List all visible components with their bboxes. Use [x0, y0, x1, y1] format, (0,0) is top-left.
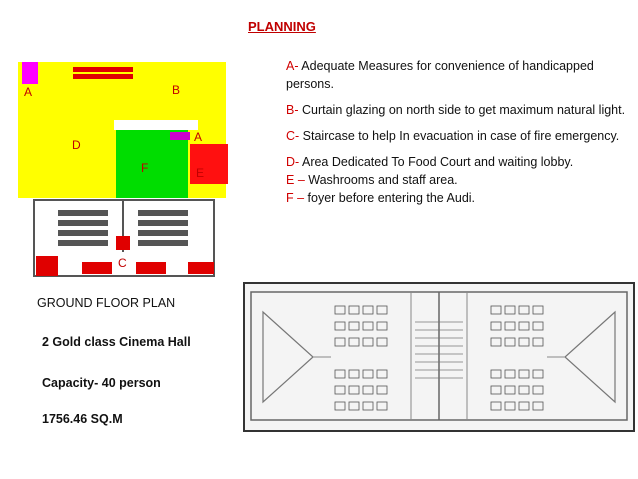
staircase-block [116, 236, 130, 250]
plan-label-c: C [118, 256, 127, 270]
stair-mid-left [82, 262, 112, 274]
hall-count: 2 Gold class Cinema Hall [42, 335, 191, 349]
plan-caption: GROUND FLOOR PLAN [37, 296, 176, 310]
plan-label-f: F [141, 161, 149, 175]
stair-right [188, 262, 214, 274]
stair-mid-right [136, 262, 166, 274]
note-c: C- Staircase to help In evacuation in case of fire emergency. [286, 129, 620, 143]
handicap-area-a1 [22, 62, 38, 84]
plan-label-a2: A [194, 130, 203, 144]
stair-left [36, 256, 58, 276]
note-a: A- Adequate Measures for convenience of handicapped persons. [286, 59, 594, 91]
note-b: B- Curtain glazing on north side to get maximum natural light. [286, 103, 626, 117]
note-e: E – Washrooms and staff area. [286, 173, 458, 187]
plan-label-d: D [72, 138, 81, 152]
foyer-area [116, 130, 188, 198]
handicap-area-a2 [170, 132, 190, 140]
capacity: Capacity- 40 person [42, 376, 161, 390]
glazing-bar-1 [73, 67, 133, 72]
glazing-bar-2 [73, 74, 133, 79]
page-title: PLANNING [248, 19, 316, 34]
plan-label-e: E [196, 166, 205, 180]
area-sqm: 1756.46 SQ.M [42, 412, 123, 426]
planning-notes [286, 57, 626, 207]
detailed-hall-plan [243, 282, 635, 432]
note-f: F – foyer before entering the Audi. [286, 191, 476, 205]
plan-label-b: B [172, 83, 181, 97]
plan-label-a1: A [24, 85, 33, 99]
note-d: D- Area Dedicated To Food Court and waiting lobby. [286, 155, 574, 169]
